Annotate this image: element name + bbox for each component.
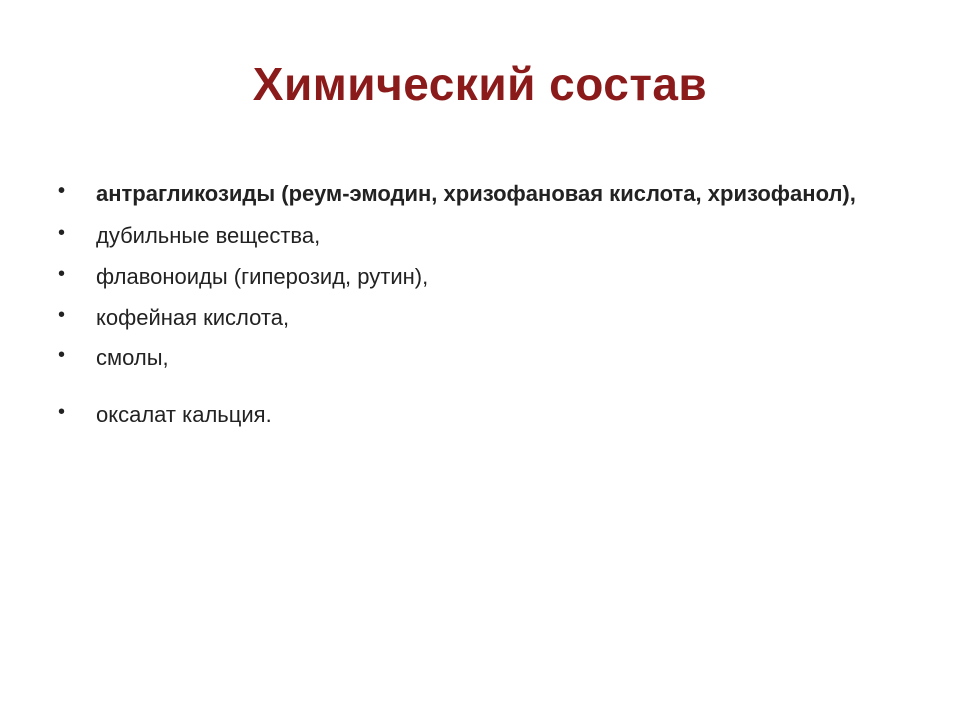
list-item-text: дубильные вещества, <box>96 223 321 248</box>
list-item <box>58 178 878 210</box>
bullet-icon: • <box>58 304 66 326</box>
bullet-list <box>58 178 878 431</box>
list-item <box>58 399 878 431</box>
bullet-icon: • <box>58 263 66 285</box>
list-item-text: антрагликозиды (реум-эмодин, хризофановая кислота, хризофанол), <box>96 181 856 206</box>
list-item-text: смолы, <box>96 345 169 370</box>
list-item-text: флавоноиды (гиперозид, рутин), <box>96 264 429 289</box>
bullet-icon: • <box>58 180 66 202</box>
list-item-text: кофейная кислота, <box>96 305 290 330</box>
bullet-icon: • <box>58 222 66 244</box>
list-item-text: оксалат кальция. <box>96 402 272 427</box>
list-item <box>58 302 878 334</box>
list-item <box>58 261 878 293</box>
bullet-icon: • <box>58 344 66 366</box>
list-item <box>58 342 878 374</box>
slide-title: Химический состав <box>252 58 708 110</box>
list-item <box>58 220 878 252</box>
bullet-icon: • <box>58 401 66 423</box>
